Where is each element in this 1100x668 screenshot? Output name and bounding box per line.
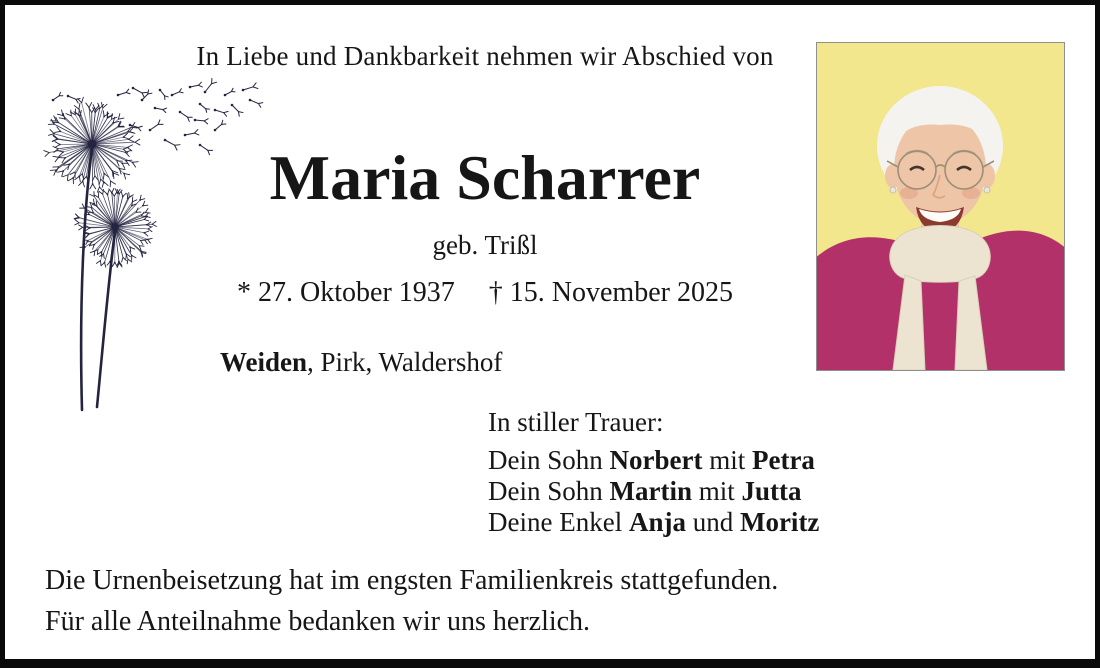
death-date: † 15. November 2025 bbox=[488, 277, 733, 308]
closing-line-thanks: Für alle Anteilnahme bedanken wir uns herzlich. bbox=[45, 606, 591, 637]
portrait-illustration bbox=[817, 43, 1064, 370]
mourning-section bbox=[488, 407, 819, 538]
earring bbox=[890, 187, 896, 193]
places-line: Weiden, Pirk, Waldershof bbox=[220, 347, 503, 377]
closing-line-burial: Die Urnenbeisetzung hat im engsten Familienkreis stattgefunden. bbox=[45, 565, 779, 596]
maiden-name: geb. Trißl bbox=[432, 230, 538, 260]
portrait-photo bbox=[816, 42, 1065, 371]
deceased-name: Maria Scharrer bbox=[269, 142, 701, 213]
mourner-line: Dein Sohn Norbert mit Petra bbox=[488, 445, 815, 475]
life-dates bbox=[135, 277, 835, 309]
cheek bbox=[900, 187, 918, 199]
mourner-line: Dein Sohn Martin mit Jutta bbox=[488, 476, 802, 506]
earring bbox=[984, 187, 990, 193]
intro-line: In Liebe und Dankbarkeit nehmen wir Abschied von bbox=[196, 41, 774, 71]
birth-date: * 27. Oktober 1937 bbox=[237, 277, 455, 308]
mourner-line: Deine Enkel Anja und Moritz bbox=[488, 507, 820, 537]
closing-section bbox=[45, 560, 778, 642]
mourning-heading: In stiller Trauer: bbox=[488, 407, 664, 437]
cheek bbox=[962, 187, 980, 199]
